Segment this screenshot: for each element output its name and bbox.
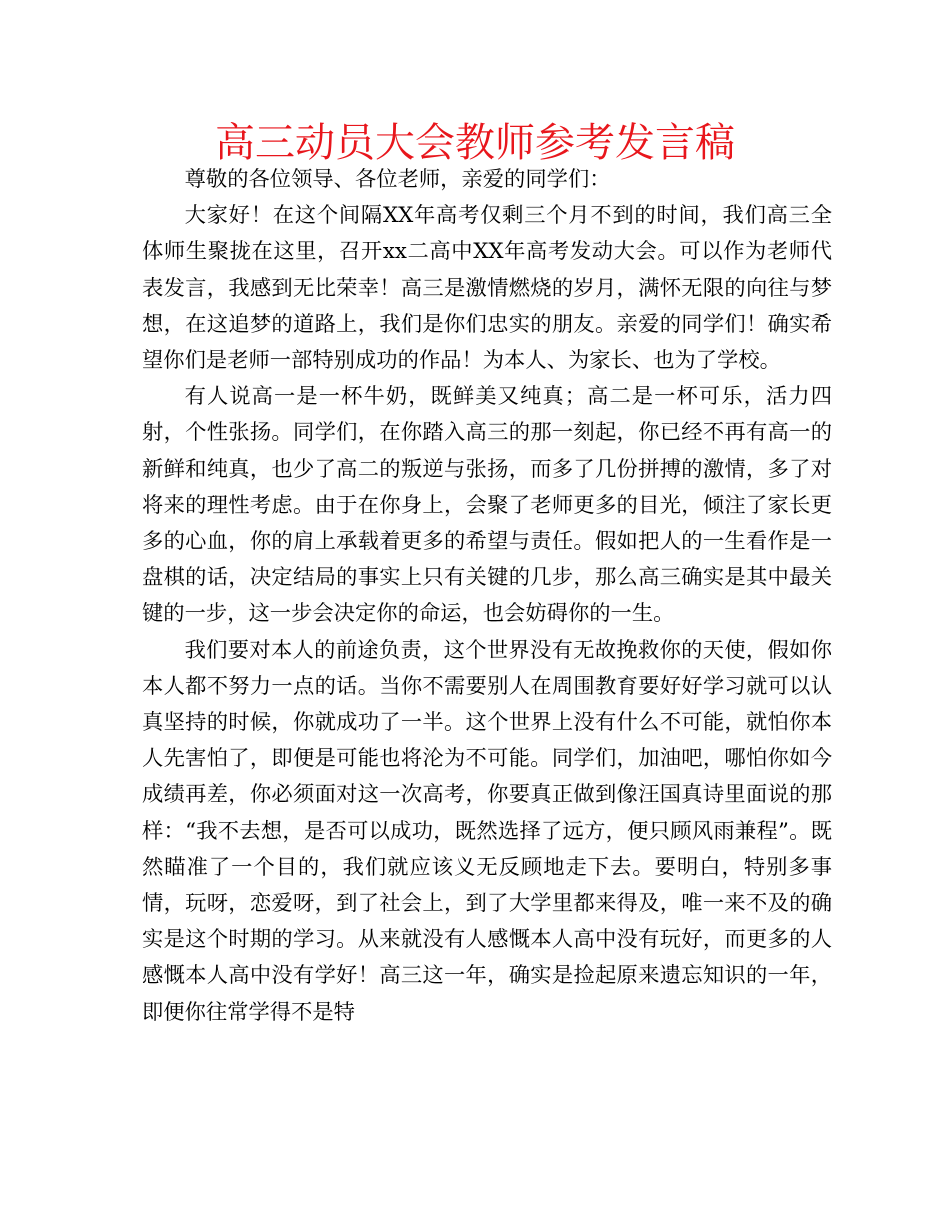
document-title: 高三动员大会教师参考发言稿 bbox=[215, 120, 735, 166]
paragraph-greeting: 大家好！在这个间隔XX年高考仅剩三个月不到的时间，我们高三全体师生聚拢在这里，召开xx二高中XX年高考发动大会。可以作为老师代表发言，我感到无比荣幸！高三是激情燃烧的岁月，满怀无限的向往与梦想，在这追梦的道路上，我们是你们忠实的朋友。亲爱的同学们！确实希望你们是老师一部特别成功的作品！为本人、为家长、也为了学校。 bbox=[142, 203, 832, 374]
document-body bbox=[142, 162, 832, 1031]
paragraph-senior-year: 有人说高一是一杯牛奶，既鲜美又纯真；高二是一杯可乐，活力四射，个性张扬。同学们，在你踏入高三的那一刻起，你已经不再有高一的新鲜和纯真，也少了高二的叛逆与张扬，而多了几份拼搏的激情，多了对将来的理性考虑。由于在你身上，会聚了老师更多的目光，倾注了家长更多的心血，你的肩上承载着更多的希望与责任。假如把人的一生看作是一盘棋的话，决定结局的事实上只有关键的几步，那么高三确实是其中最关键的一步，这一步会决定你的命运，也会妨碍你的一生。 bbox=[142, 384, 832, 627]
paragraph-responsibility: 我们要对本人的前途负责，这个世界没有无故挽救你的天使，假如你本人都不努力一点的话。当你不需要别人在周围教育要好好学习就可以认真坚持的时候，你就成功了一半。这个世界上没有什么不可能，就怕你本人先害怕了，即便是可能也将沦为不可能。同学们，加油吧，哪怕你如今成绩再差，你必须面对这一次高考，你要真正做到像汪国真诗里面说的那样：“我不去想，是否可以成功，既然选择了远方，便只顾风雨兼程”。既然瞄准了一个目的，我们就应该义无反顾地走下去。要明白，特别多事情，玩呀，恋爱呀，到了社会上，到了大学里都来得及，唯一来不及的确实是这个时期的学习。从来就没有人感慨本人高中没有玩好，而更多的人感慨本人高中没有学好！高三这一年，确实是捡起原来遗忘知识的一年，即便你往常学得不是特 bbox=[142, 637, 832, 1025]
paragraph-salutation: 尊敬的各位领导、各位老师，亲爱的同学们： bbox=[184, 167, 611, 192]
